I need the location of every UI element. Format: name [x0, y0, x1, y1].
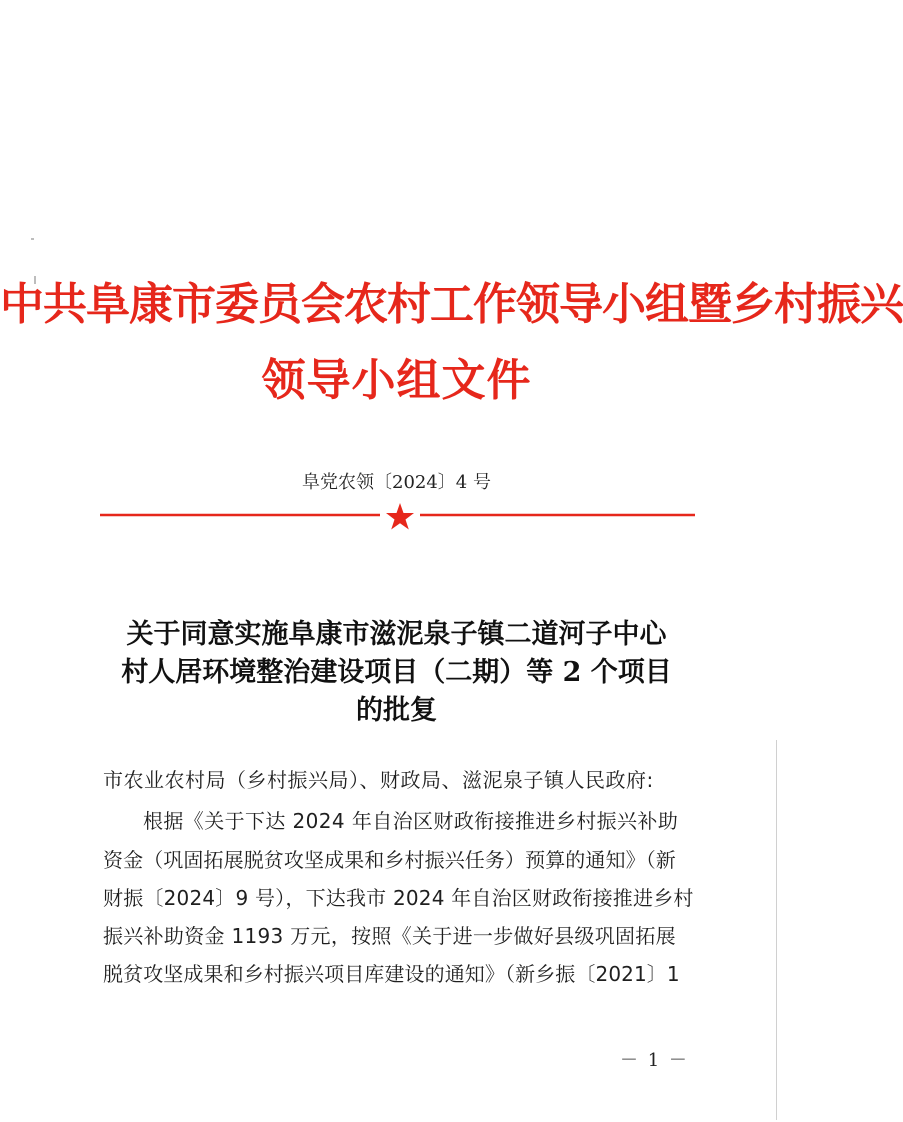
- body-text-line: 财振〔2024〕9 号），下达我市 2024 年自治区财政衔接推进乡村: [103, 886, 694, 910]
- issuing-authority-title-line-1: 中共阜康市委员会农村工作领导小组暨乡村振兴: [0, 279, 903, 330]
- page-number: － 1 －: [620, 1050, 689, 1071]
- document-title-line-3: 的批复: [356, 695, 437, 726]
- red-divider: [100, 498, 695, 538]
- addressee: 市农业农村局（乡村振兴局）、财政局、滋泥泉子镇人民政府:: [103, 768, 654, 792]
- scan-mark: [31, 238, 34, 240]
- body-text-line: 资金（巩固拓展脱贫攻坚成果和乡村振兴任务）预算的通知》（新: [103, 848, 676, 872]
- body-text-line: 根据《关于下达 2024 年自治区财政衔接推进乡村振兴补助: [143, 809, 679, 833]
- body-text-line: 振兴补助资金 1193 万元，按照《关于进一步做好县级巩固拓展: [103, 924, 676, 948]
- star-icon: [386, 503, 414, 530]
- document-title-line-2: 村人居环境整治建设项目（二期）等 2 个项目: [121, 657, 672, 688]
- document-number: 阜党农领〔2024〕4 号: [302, 472, 491, 493]
- body-text-line: 脱贫攻坚成果和乡村振兴项目库建设的通知》（新乡振〔2021〕1: [103, 962, 680, 986]
- scan-edge-line: [776, 740, 777, 1120]
- issuing-authority-title-line-2: 领导小组文件: [261, 355, 532, 406]
- document-title-line-1: 关于同意实施阜康市滋泥泉子镇二道河子中心: [126, 619, 667, 650]
